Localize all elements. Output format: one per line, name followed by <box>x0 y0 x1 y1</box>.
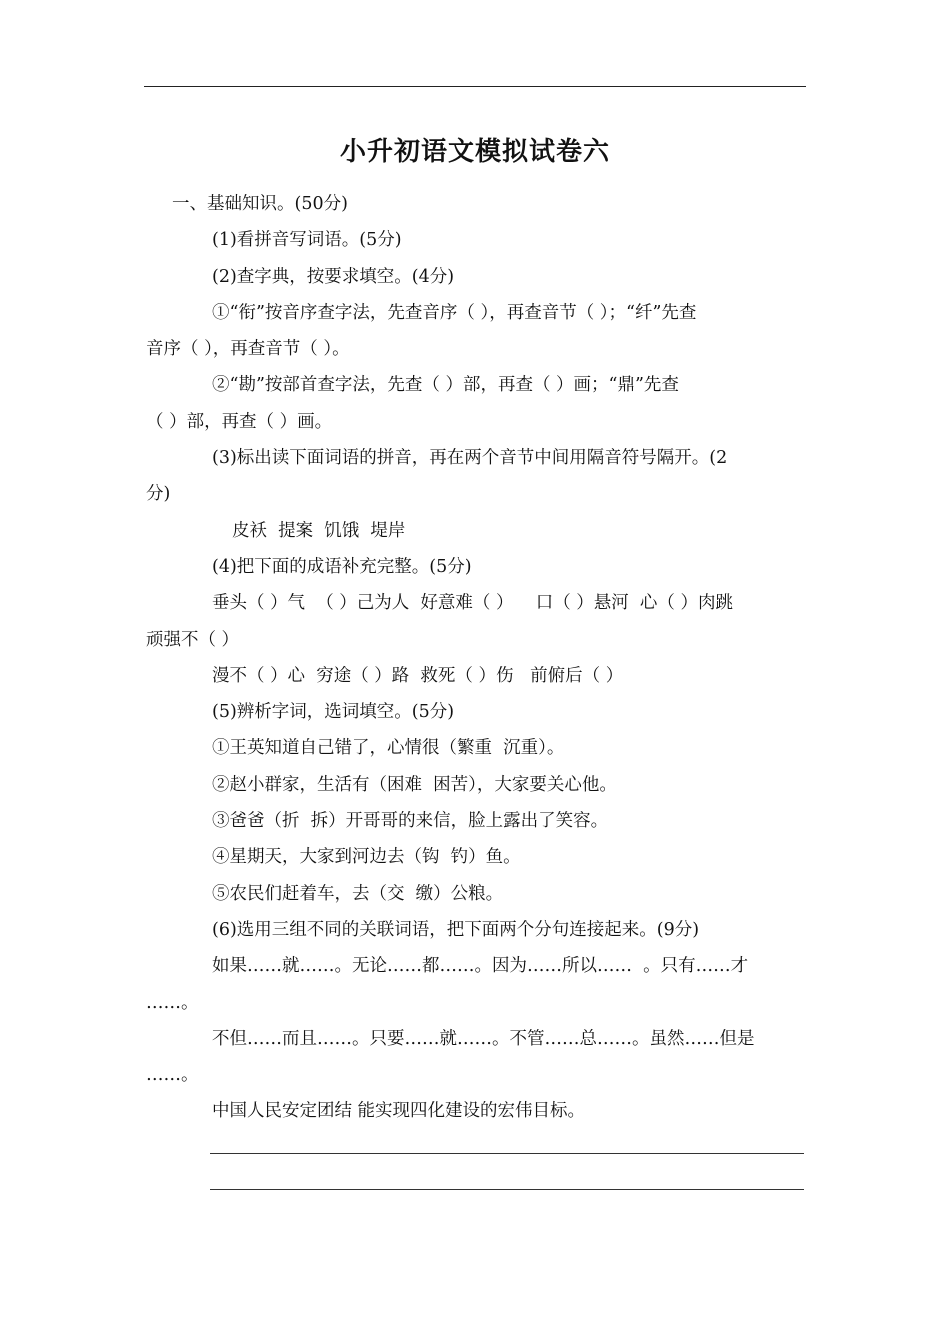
question-2-item-1-line-2: 音序（ ），再查音节（ ）。 <box>146 339 350 360</box>
question-6-sentence: 中国人民安定团结 能实现四化建设的宏伟目标。 <box>212 1101 586 1122</box>
page-title: 小升初语文模拟试卷六 <box>339 137 610 167</box>
question-4-row-1-line-1: 垂头（ ）气 （ ）己为人 好意难（ ） 口（ ）悬河 心（ ）肉跳 <box>212 593 733 614</box>
exam-content <box>146 186 806 1130</box>
question-4-row-1-line-2: 顽强不（ ） <box>146 629 240 650</box>
header-rule <box>144 86 806 87</box>
question-2-item-2-line-1: ②“勘”按部首查字法，先查（ ）部，再查（ ）画；“鼎”先查 <box>212 375 679 396</box>
question-5-item: ②赵小群家，生活有（困难 困苦），大家要关心他。 <box>212 774 617 795</box>
question-6-row-2-line-1: 不但……而且……。只要……就……。不管……总……。虽然……但是 <box>212 1028 755 1049</box>
question-5-item: ①王英知道自己错了，心情很（繁重 沉重）。 <box>212 738 565 759</box>
question-2-heading: (2)查字典，按要求填空。(4分) <box>212 266 455 287</box>
question-5-item: ⑤农民们赶着车，去（交 缴）公粮。 <box>212 883 504 904</box>
question-5-heading: (5)辨析字词，选词填空。(5分) <box>212 702 455 723</box>
question-2-item-1-line-1: ①“衔”按音序查字法，先查音序（ ），再查音节（ ）；“纤”先查 <box>212 302 697 323</box>
question-4-heading: (4)把下面的成语补充完整。(5分) <box>212 556 472 577</box>
question-6-heading: (6)选用三组不同的关联词语，把下面两个分句连接起来。(9分) <box>212 919 700 940</box>
section-heading: 一、基础知识。(50分) <box>172 194 348 214</box>
question-2-item-2-line-2: （ ）部，再查（ ）画。 <box>146 411 333 432</box>
question-6-row-1-line-1: 如果……就……。无论……都……。因为……所以…… 。只有……才 <box>212 956 749 977</box>
question-3-heading-line-1: (3)标出读下面词语的拼音，再在两个音节中间用隔音符号隔开。(2 <box>212 448 728 469</box>
answer-line <box>210 1189 804 1190</box>
question-6-row-1-line-2: ……。 <box>146 992 199 1013</box>
answer-line <box>210 1153 804 1154</box>
question-5-item: ③爸爸（折 拆）开哥哥的来信，脸上露出了笑容。 <box>212 811 609 832</box>
question-3-heading-line-2: 分) <box>146 484 171 505</box>
question-1-heading: (1)看拼音写词语。(5分) <box>212 230 402 251</box>
question-3-words: 皮袄 提案 饥饿 堤岸 <box>232 520 406 541</box>
question-6-row-2-line-2: ……。 <box>146 1065 199 1086</box>
question-4-row-2: 漫不（ ）心 穷途（ ）路 救死（ ）伤 前俯后（ ） <box>212 665 624 686</box>
question-5-item: ④星期天，大家到河边去（钩 钓）鱼。 <box>212 847 521 868</box>
